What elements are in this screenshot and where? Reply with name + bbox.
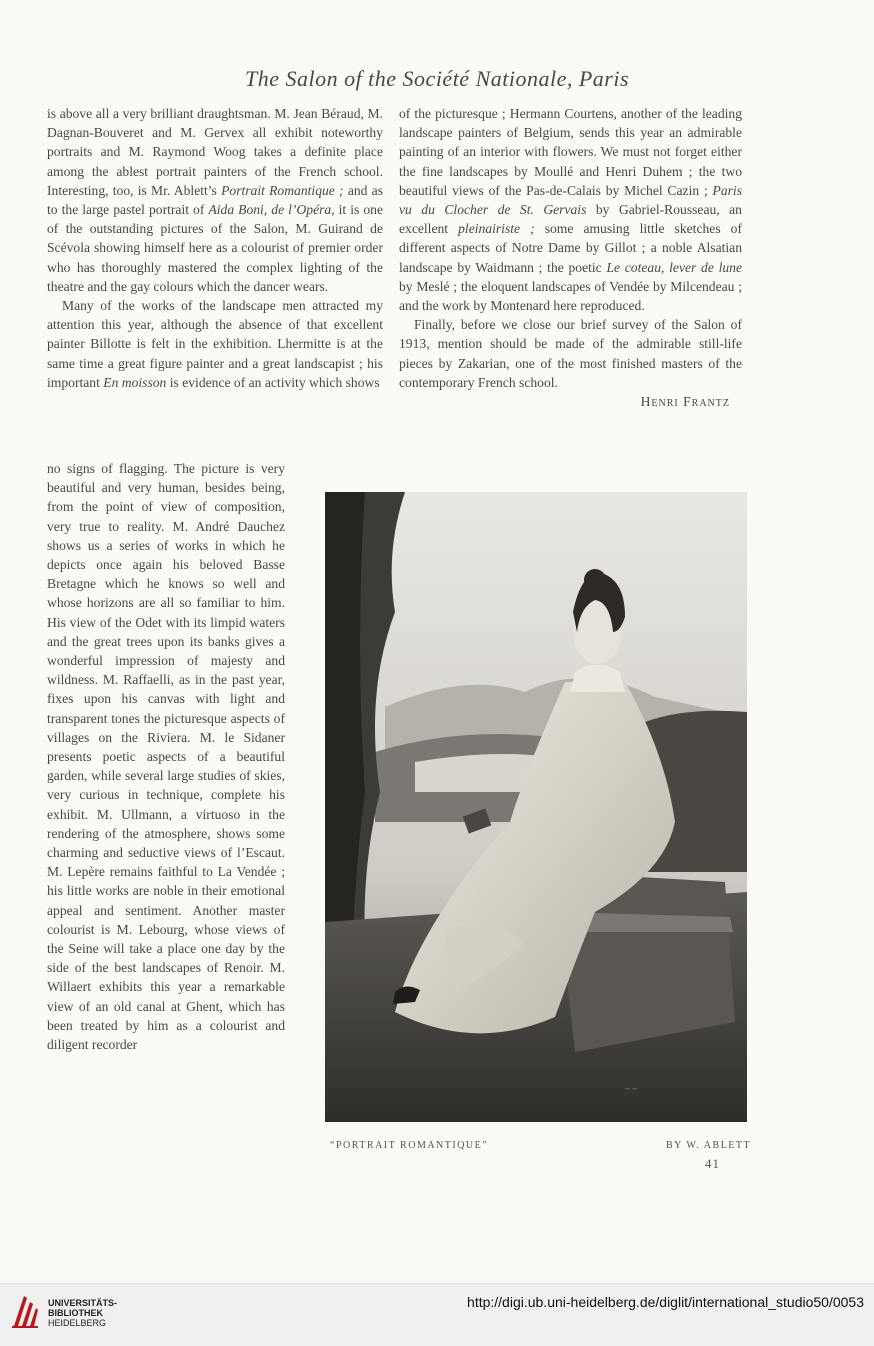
text-run: is above all a very brilliant draughtsman. M. Jean Béraud, M. Dagnan-Bouveret and M. Gervex all exhibit noteworthy portraits and M. Raymond Woog takes a definite place among the ablest portrait painters of the French school. Interesting, too, is Mr. Ablett’s <box>47 106 383 198</box>
library-logo-text[interactable] <box>48 1298 117 1328</box>
italic-title: Aida Boni, de l’Opéra, <box>208 202 335 218</box>
text-run: is evidence of an activity which shows <box>166 374 380 390</box>
text-run: of the picturesque ; Hermann Courtens, another of the leading landscape painters of Belgium, sends this year an admirable painting of an interior with flowers. We must not forget either the fine landscapes by Moullé and Henri Duhem ; the two beautiful views of the Pas-de-Calais by Michel Cazin ; <box>399 106 742 198</box>
paragraph: Finally, before we close our brief survey of the Salon of 1913, mention should be made of the admirable still-life pieces by Zakarian, one of the most finished masters of the contemporary French school. <box>399 317 742 390</box>
text-run: it is one of the outstanding pictures of the Salon, M. Guirand de Scévola showing himself here as a colourist of premier order who has thoroughly mastered the complex lighting of the theatre and the gay colours which the dancer wears. <box>47 202 383 294</box>
left-narrow-column-text <box>47 459 285 1054</box>
paragraph <box>399 104 742 315</box>
logo-line: HEIDELBERG <box>48 1318 107 1328</box>
text-run: and as to the large pastel portrait of <box>47 182 384 218</box>
page-number: 41 <box>705 1156 720 1171</box>
author-signature: Henri Frantz <box>640 394 730 410</box>
italic-title: Le coteau, lever de lune <box>606 259 742 275</box>
logo-line: UNIVERSITÄTS- <box>48 1298 118 1308</box>
library-footer <box>0 1283 874 1346</box>
image-caption-title: “PORTRAIT ROMANTIQUE” <box>330 1140 489 1151</box>
text-run: by Meslé ; the eloquent landscapes of Vendée by Milcendeau ; and the work by Montenard here reproduced. <box>399 278 742 314</box>
source-url-link[interactable]: http://digi.ub.uni-heidelberg.de/diglit/international_studio50/0053 <box>467 1294 864 1310</box>
painting-illustration <box>325 492 747 1122</box>
signature-line <box>399 392 742 411</box>
italic-term: pleinairiste ; <box>458 221 535 237</box>
library-logo-icon[interactable] <box>10 1292 40 1330</box>
left-column-text <box>47 104 383 392</box>
paragraph <box>47 296 383 392</box>
italic-title: Paris vu du Clocher de St. Gervais <box>399 182 742 218</box>
paragraph: no signs of flagging. The picture is very beautiful and very human, besides being, from the point of view of composition, very true to reality. M. André Dauchez shows us a series of works in which he depicts once again his beloved Basse Bretagne which he knows so well and whose horizons are all so familiar to him. His view of the Odet with its limpid waters and the great trees upon its banks gives a wonderful impression of majesty and wildness. M. Raffaelli, as in the past year, fixes upon his canvas with light and transparent tones the picturesque aspects of villages on the Riviera. M. le Sidaner presents poetic aspects of a beautiful garden, while several large studies of skies, very curious in technique, complete his exhibit. M. Ullmann, a virtuoso in the rendering of the atmosphere, shows some charming and seductive views of l’Escaut. M. Lepère remains faithful to La Vendée ; his little works are noble in their emotional appeal and sentiment. Another master colourist is M. Lebourg, whose views of the Seine will take a place one day by the side of the best landscapes of Renoir. M. Willaert exhibits this year a remarkable view of an old canal at Ghent, which has been treated by him as a colourist and diligent recorder <box>47 461 285 1053</box>
page-title: The Salon of the Société Nationale, Paris <box>244 66 630 91</box>
portrait-painting-image <box>325 492 747 1122</box>
italic-title: En moisson <box>103 374 167 390</box>
text-run: by Gabriel-Rousseau, an excellent <box>399 202 742 237</box>
text-run: Many of the works of the landscape men attracted my attention this year, although the absence of that excellent painter Billotte is felt in the exhibition. Lhermitte is at the same time a great figure painter and a great landscapist ; his important <box>47 298 383 390</box>
right-column-text <box>399 104 742 411</box>
text-run: some amusing little sketches of different aspects of Notre Dame by Gillot ; a noble Alsatian landscape by Waidmann ; the poetic <box>399 221 742 275</box>
image-caption-artist: BY W. ABLETT <box>666 1140 752 1151</box>
paragraph <box>47 104 383 296</box>
logo-line: BIBLIOTHEK <box>48 1308 103 1318</box>
painting-signature-mark: ~ ~ <box>625 1084 637 1094</box>
italic-title: Portrait Romantique ; <box>221 182 344 198</box>
